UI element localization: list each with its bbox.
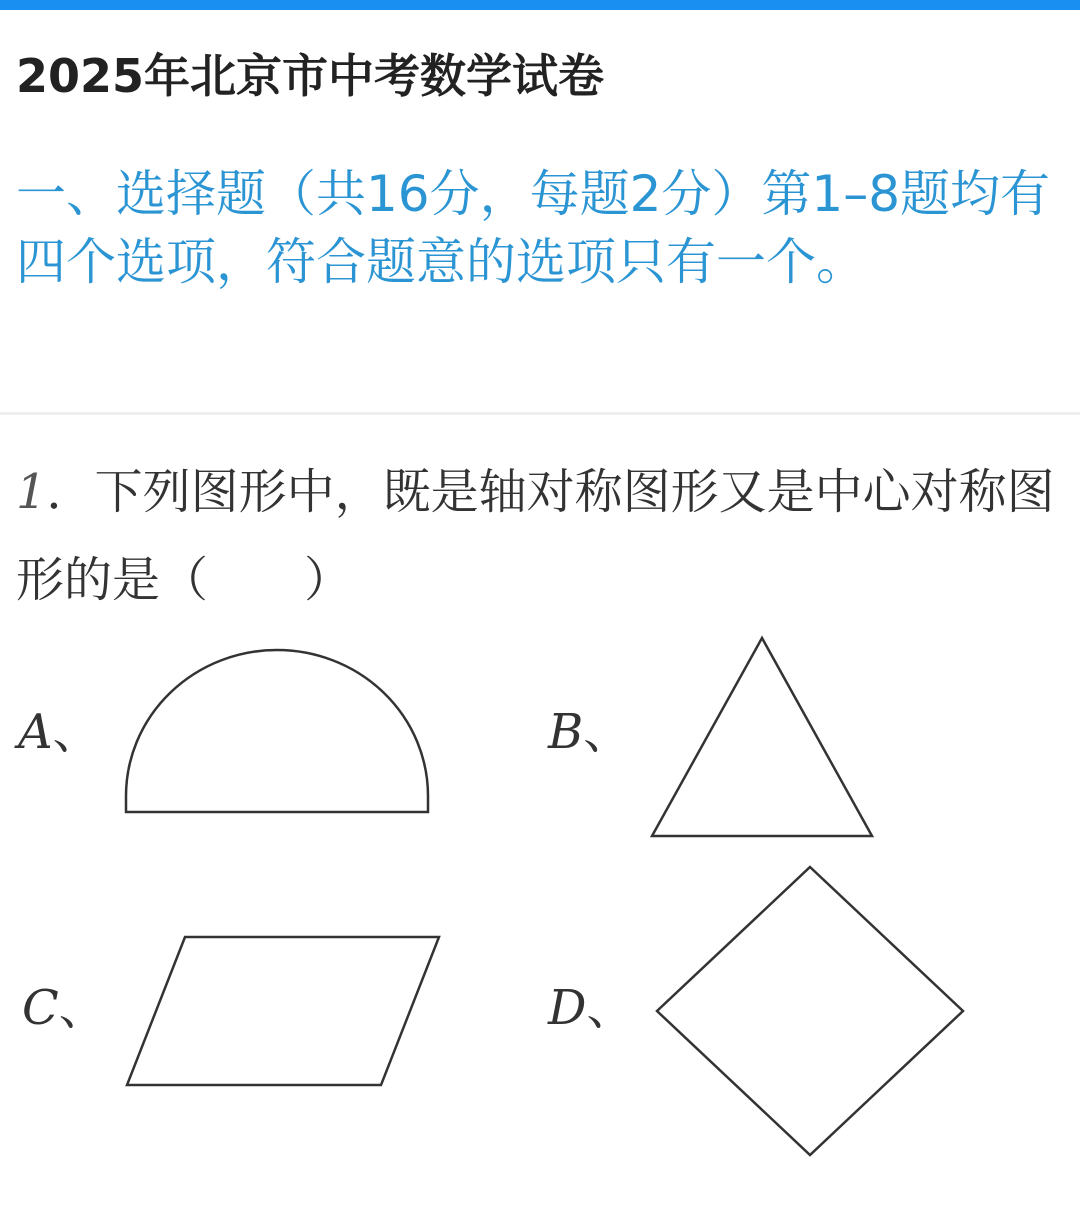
question-number: 1 [16, 464, 47, 520]
section-heading: 一、选择题（共16分，每题2分）第1–8题均有四个选项，符合题意的选项只有一个。 [16, 165, 1051, 291]
option-b-separator: 、 [583, 704, 632, 760]
semicircle-shape [126, 650, 428, 812]
question-text: 下列图形中，既是轴对称图形又是中心对称图形的是（ ） [16, 464, 1055, 608]
option-c-letter: C [22, 980, 59, 1036]
option-d-letter: D [548, 980, 587, 1036]
option-d-separator: 、 [586, 980, 635, 1036]
triangle-shape [652, 638, 872, 836]
option-b-triangle-figure[interactable] [640, 630, 890, 850]
option-c-label[interactable] [22, 980, 107, 1036]
top-accent-bar [0, 0, 1080, 10]
divider [0, 412, 1080, 415]
option-a-semicircle-figure[interactable] [110, 650, 450, 830]
parallelogram-shape [127, 937, 439, 1085]
option-a-letter: A [18, 704, 53, 760]
exam-title: 2025年北京市中考数学试卷 [16, 49, 605, 103]
option-a-separator: 、 [52, 704, 101, 760]
option-c-separator: 、 [58, 980, 107, 1036]
option-b-letter: B [548, 704, 584, 760]
question-stem [16, 448, 1056, 624]
question-number-separator: ． [46, 464, 95, 520]
option-d-rhombus-figure[interactable] [645, 855, 975, 1167]
rhombus-shape [657, 867, 963, 1155]
option-c-parallelogram-figure[interactable] [115, 925, 455, 1100]
option-d-label[interactable] [548, 980, 635, 1036]
option-b-label[interactable] [548, 704, 631, 760]
option-a-label[interactable] [18, 704, 101, 760]
